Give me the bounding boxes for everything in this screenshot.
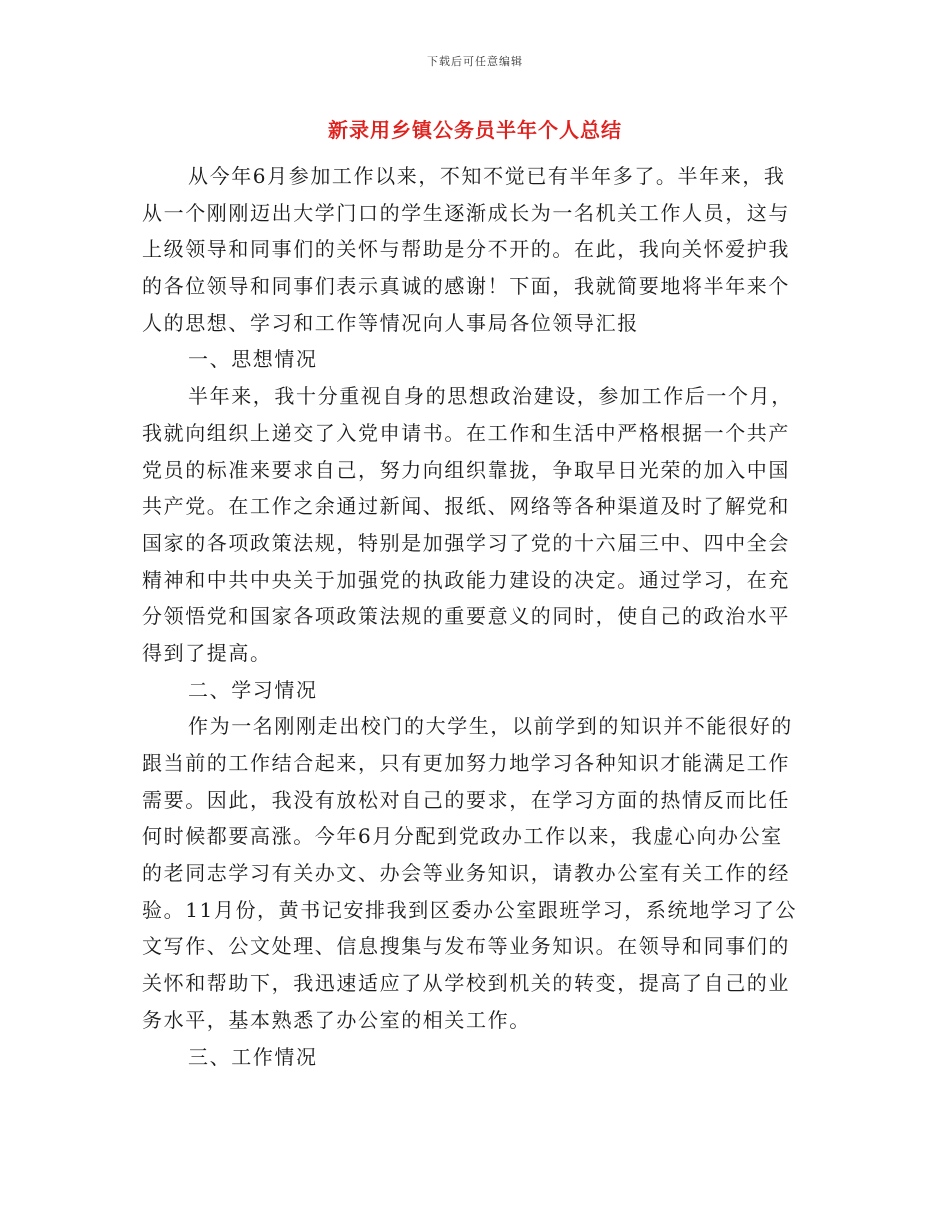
text-line: 从今年6月参加工作以来，不知不觉已有半年多了。半年来，我 xyxy=(188,164,786,188)
text-line: 人的思想、学习和工作等情况向人事局各位领导汇报 xyxy=(142,310,639,335)
text-line: 半年来，我十分重视自身的思想政治建设，参加工作后一个月， xyxy=(188,384,793,409)
text-line: 上级领导和同事们的关怀与帮助是分不开的。在此，我向关怀爱护我 xyxy=(142,237,790,262)
text-line: 需要。因此，我没有放松对自己的要求，在学习方面的热情反而比任 xyxy=(142,787,790,812)
header-note: 下载后可任意编辑 xyxy=(427,55,523,68)
text-line: 二、学习情况 xyxy=(188,677,318,702)
text-line: 验。11月份，黄书记安排我到区委办公室跟班学习，系统地学习了公 xyxy=(142,897,798,922)
text-line: 国家的各项政策法规，特别是加强学习了党的十六届三中、四中全会 xyxy=(142,530,790,555)
document-title: 新录用乡镇公务员半年个人总结 xyxy=(328,118,622,142)
text-line: 分领悟党和国家各项政策法规的重要意义的同时，使自己的政治水平 xyxy=(142,604,790,629)
text-line: 关怀和帮助下，我迅速适应了从学校到机关的转变，提高了自己的业 xyxy=(142,971,790,996)
text-line: 精神和中共中央关于加强党的执政能力建设的决定。通过学习，在充 xyxy=(142,567,790,592)
text-line: 文写作、公文处理、信息搜集与发布等业务知识。在领导和同事们的 xyxy=(142,934,790,959)
text-line: 的各位领导和同事们表示真诚的感谢！下面，我就简要地将半年来个 xyxy=(142,274,790,299)
text-line: 跟当前的工作结合起来，只有更加努力地学习各种知识才能满足工作 xyxy=(142,751,790,775)
text-line: 我就向组织上递交了入党申请书。在工作和生活中严格根据一个共产 xyxy=(142,420,790,445)
text-line: 作为一名刚刚走出校门的大学生，以前学到的知识并不能很好的 xyxy=(188,714,793,739)
text-line: 的老同志学习有关办文、办会等业务知识，请教办公室有关工作的经 xyxy=(142,861,790,886)
text-line: 共产党。在工作之余通过新闻、报纸、网络等各种渠道及时了解党和 xyxy=(142,494,790,519)
text-line: 何时候都要高涨。今年6月分配到党政办工作以来，我虚心向办公室 xyxy=(142,824,783,849)
document-body xyxy=(142,158,802,1075)
text-line: 一、思想情况 xyxy=(188,347,318,372)
text-line: 党员的标准来要求自己，努力向组织靠拢，争取早日光荣的加入中国 xyxy=(142,457,790,482)
text-line: 三、工作情况 xyxy=(188,1044,318,1069)
text-line: 得到了提高。 xyxy=(142,640,272,665)
text-line: 务水平，基本熟悉了办公室的相关工作。 xyxy=(142,1007,531,1032)
text-line: 从一个刚刚迈出大学门口的学生逐渐成长为一名机关工作人员，这与 xyxy=(142,200,790,225)
